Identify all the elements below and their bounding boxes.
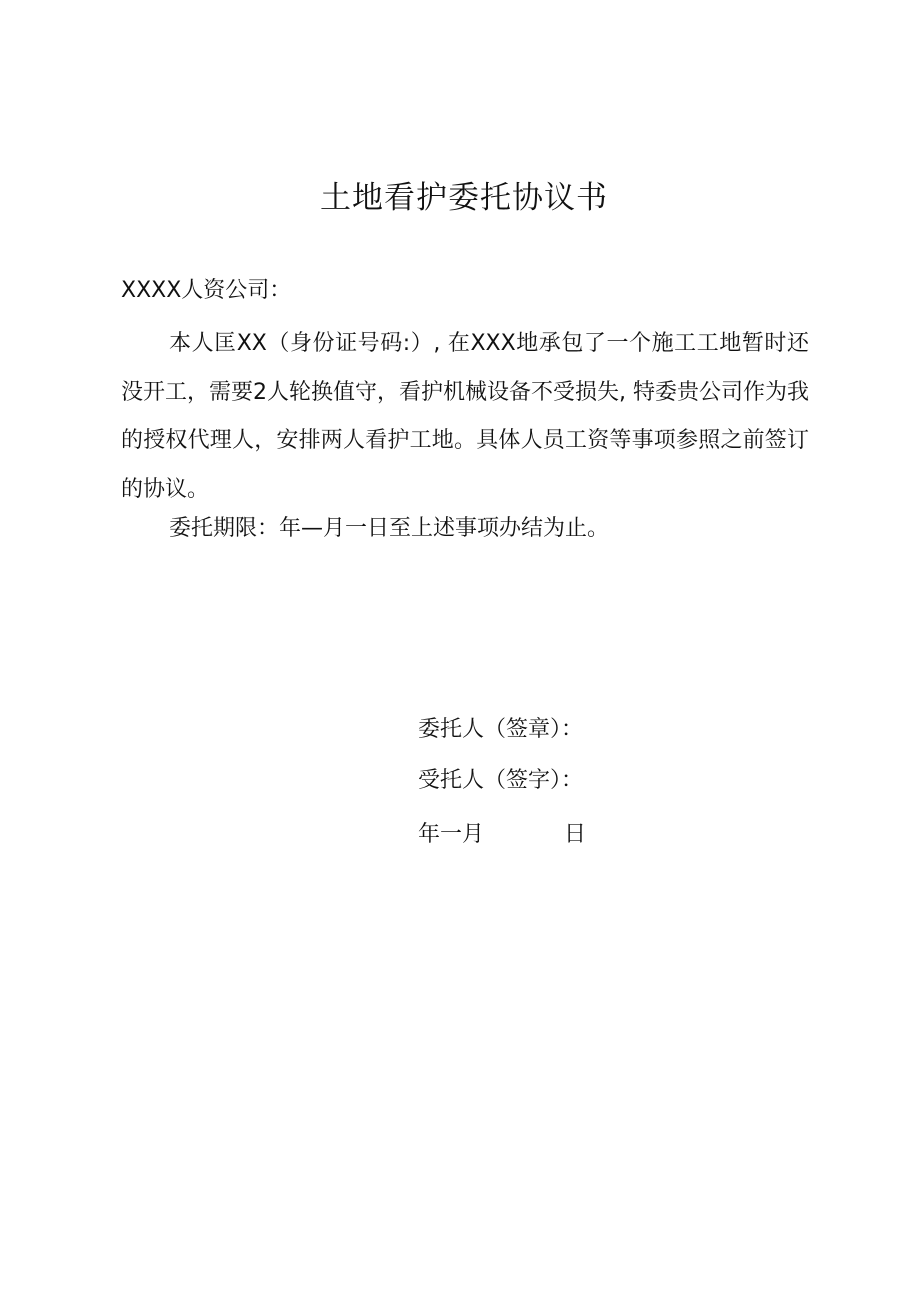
principal-signature-line: 委托人（签章）： xyxy=(418,717,584,742)
date-line xyxy=(418,819,586,851)
term-line: 委托期限：年—月一日至上述事项办结为止。 xyxy=(169,516,610,541)
salutation: XXXX人资公司： xyxy=(121,278,292,303)
agent-signature-line: 受托人（签字）： xyxy=(418,768,584,793)
body-paragraph: 本人匡XX（身份证号码:）, 在XXX地承包了一个施工工地暂时还没开工，需要2人轮换值守，看护机械设备不受损失, 特委贵公司作为我的授权代理人，安排两人看护工地。具体人员工资等事项参照之前签订的协议。 xyxy=(121,331,809,502)
date-prefix: 年一月 xyxy=(418,822,485,847)
date-suffix: 日 xyxy=(564,822,587,847)
document-title: 土地看护委托协议书 xyxy=(320,180,608,216)
